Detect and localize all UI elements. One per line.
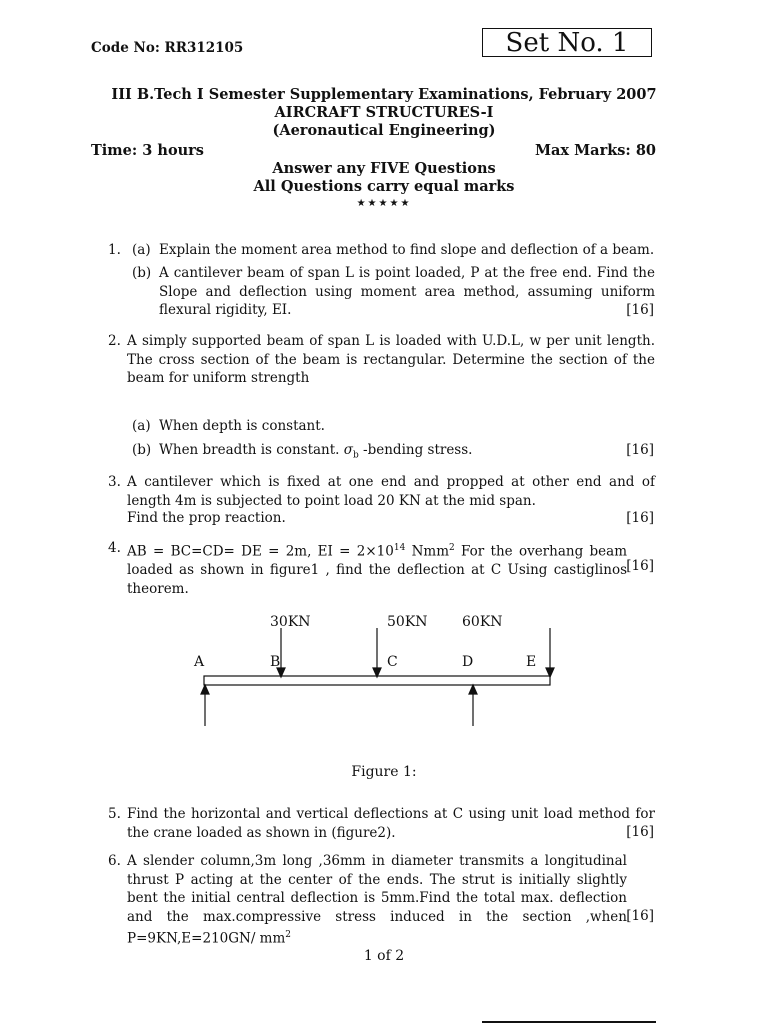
question-4-text: AB = BC=CD= DE = 2m, EI = $2\times 10^{14}$ Nmm$^2$ For the overhang beam loaded as shown in figure1 , find the deflection at C Using castiglinos theorem. <box>127 543 627 597</box>
time-label: Time: 3 hours <box>91 142 204 159</box>
question-number: 1. <box>108 242 121 258</box>
load-label: 50KN <box>387 614 428 630</box>
question-1b-text: A cantilever beam of span L is point loaded, P at the free end. Find the Slope and deflection using moment area method, assuming uniform flexural rigidity, EI. <box>159 265 655 318</box>
figure-caption: Figure 1: <box>351 764 417 780</box>
question-marks: [16] <box>626 510 654 526</box>
question-marks: [16] <box>626 558 654 574</box>
code-number: Code No: RR312105 <box>91 40 244 56</box>
question-2a-text: When depth is constant. <box>159 418 325 434</box>
part-label: (b) <box>132 265 152 281</box>
beam-figure <box>180 608 580 733</box>
load-label: 30KN <box>270 614 311 630</box>
question-1a-text: Explain the moment area method to find slope and deflection of a beam. <box>159 242 655 258</box>
branch-title: (Aeronautical Engineering) <box>272 122 496 139</box>
load-label: 60KN <box>462 614 503 630</box>
question-marks: [16] <box>626 442 654 458</box>
exam-title: III B.Tech I Semester Supplementary Examinations, February 2007 <box>111 86 657 103</box>
reaction-arrowhead-a <box>201 685 209 694</box>
question-number: 4. <box>108 540 121 556</box>
point-label: B <box>270 654 281 670</box>
part-label: (b) <box>132 442 152 458</box>
instruction-answer: Answer any FIVE Questions <box>272 160 496 177</box>
subject-title: AIRCRAFT STRUCTURES-I <box>274 104 494 121</box>
point-label: C <box>387 654 398 670</box>
question-2b-text: When breadth is constant. $\sigma_b$ -bending stress. <box>159 442 473 461</box>
point-label: A <box>194 654 205 670</box>
instruction-marks: All Questions carry equal marks <box>253 178 515 195</box>
set-number-box: Set No. 1 <box>482 28 652 57</box>
question-5-text: Find the horizontal and vertical deflections at C using unit load method for the crane loaded as shown in (figure2). <box>127 806 655 841</box>
question-marks: [16] <box>626 908 654 924</box>
max-marks-label: Max Marks: 80 <box>534 142 656 159</box>
question-number: 6. <box>108 853 121 869</box>
question-6-text: A slender column,3m long ,36mm in diameter transmits a longitudinal thrust P acting at the center of the ends. The strut is initially slightly bent the initial central deflection is 5mm.Find the total max. deflection and the max.compressive stress induced in the section ,when P=9KN,E=210GN/ $mm^2$ <box>127 853 627 947</box>
point-label: D <box>462 654 474 670</box>
question-marks: [16] <box>626 302 654 318</box>
question-number: 2. <box>108 333 121 349</box>
stars-divider: ★★★★★ <box>356 198 412 209</box>
question-number: 5. <box>108 806 121 822</box>
question-marks: [16] <box>626 824 654 840</box>
page-number: 1 of 2 <box>363 948 405 964</box>
point-label: E <box>526 654 537 670</box>
reaction-arrowhead-d <box>469 685 477 694</box>
question-3-text2: Find the prop reaction. <box>127 510 286 526</box>
question-3-text: A cantilever which is fixed at one end and propped at other end and of length 4m is subjected to point load 20 KN at the mid span. <box>127 474 655 509</box>
part-label: (a) <box>132 242 151 258</box>
question-2-text: A simply supported beam of span L is loaded with U.D.L, w per unit length. The cross section of the beam is rectangular. Determine the section of the beam for uniform strength <box>127 333 655 386</box>
question-number: 3. <box>108 474 121 490</box>
bottom-rule <box>482 1021 656 1023</box>
part-label: (a) <box>132 418 151 434</box>
